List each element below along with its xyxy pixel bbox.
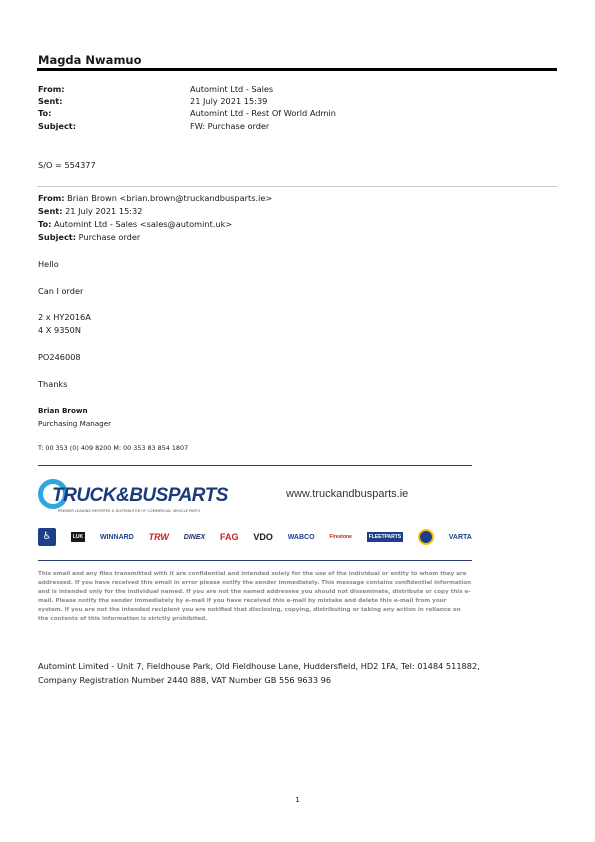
order-request: Can I order xyxy=(38,286,84,296)
website-link[interactable]: www.truckandbusparts.ie xyxy=(286,488,409,500)
brand-logo: WABCO xyxy=(287,533,315,541)
logo-text: TRUCK&BUSPARTS xyxy=(52,485,228,506)
brand-logos-row xyxy=(38,526,472,548)
forward-separator xyxy=(37,186,557,187)
confidentiality-disclaimer: This email and any files transmitted with it are confidential and intended solely for the use of the individual or entity to whom they are addressed. If you have received this email in error please notify the sender immediately. This message contains confidential information and is intended only for the individual named. If you are not the named addressee you should not disseminate, distribute or copy this e-mail. Please notify the sender immediately by e-mail if you have received this e-mail by mistake and delete this e-mail from your system. If you are not the intended recipient you are notified that disclosing, copying, distributing or taking any action in reliance on the contents of this information is strictly prohibited. xyxy=(38,571,472,622)
brand-logo: WINNARD xyxy=(99,533,134,541)
sales-order-line: S/O = 554377 xyxy=(38,160,96,170)
signature-title: Purchasing Manager xyxy=(38,419,112,428)
brand-logo: Firestone xyxy=(329,534,352,540)
page-number: 1 xyxy=(295,796,300,804)
brand-logo: FLEETPARTS xyxy=(368,534,402,540)
brand-logo-emblem xyxy=(418,529,434,545)
to-value: Automint Ltd - Rest Of World Admin xyxy=(190,108,336,118)
fwd-from-value[interactable]: Brian Brown <brian.brown@truckandbusparts.ie> xyxy=(64,193,273,203)
sent-label: Sent: xyxy=(38,96,63,106)
order-item-2: 4 X 9350N xyxy=(38,325,81,335)
brand-logo: DINEX xyxy=(183,533,206,541)
subject-label: Subject: xyxy=(38,121,76,131)
fwd-to-value[interactable]: Automint Ltd - Sales <sales@automint.uk> xyxy=(51,219,233,229)
fwd-to-label: To: xyxy=(38,219,52,229)
truck-bus-parts-logo xyxy=(38,479,228,517)
thanks: Thanks xyxy=(38,379,68,389)
header-rule xyxy=(37,68,557,71)
banner-top-rule xyxy=(38,465,472,466)
banner-bottom-rule xyxy=(38,560,472,561)
subject-value: FW: Purchase order xyxy=(190,121,270,131)
company-footer xyxy=(38,660,558,687)
from-label: From: xyxy=(38,84,65,94)
greeting: Hello xyxy=(38,259,59,269)
sent-value: 21 July 2021 15:39 xyxy=(190,96,268,106)
purchase-order-number: PO246008 xyxy=(38,352,81,362)
forwarded-subject-row xyxy=(38,232,140,242)
accessibility-icon: ♿ xyxy=(38,528,56,546)
fwd-subject-label: Subject: xyxy=(38,232,76,242)
footer-address: Automint Limited - Unit 7, Fieldhouse Park, Old Fieldhouse Lane, Huddersfield, HD2 1FA, Tel: 01484 511882, xyxy=(38,661,480,671)
brand-logo: VDO xyxy=(253,532,273,542)
forwarded-from-row xyxy=(38,193,272,203)
forwarded-to-row xyxy=(38,219,232,229)
signature-phones: T: 00 353 (0) 409 8200 M: 00 353 83 854 1807 xyxy=(38,444,189,452)
company-banner[interactable] xyxy=(38,472,472,558)
mailbox-owner-name: Magda Nwamuo xyxy=(38,53,142,67)
brand-logo: TRW xyxy=(148,532,169,542)
from-value: Automint Ltd - Sales xyxy=(190,84,274,94)
brand-logo: VARTA xyxy=(448,533,472,541)
signature-name: Brian Brown xyxy=(38,406,88,415)
brand-logo: LUK xyxy=(72,534,84,540)
brand-logo: FAG xyxy=(220,532,239,542)
fwd-sent-value: 21 July 2021 15:32 xyxy=(62,206,143,216)
logo-tagline: PREMIER LEADING IMPORTER & DISTRIBUTOR OF COMMERCIAL VEHICLE PARTS xyxy=(58,509,201,513)
forwarded-sent-row xyxy=(38,206,142,216)
footer-registration: Company Registration Number 2440 888, VAT Number GB 556 9633 96 xyxy=(38,674,332,685)
fwd-subject-value: Purchase order xyxy=(76,232,141,242)
fwd-from-label: From: xyxy=(38,193,65,203)
fwd-sent-label: Sent: xyxy=(38,206,63,216)
order-item-1: 2 x HY2016A xyxy=(38,312,91,322)
to-label: To: xyxy=(38,108,52,118)
